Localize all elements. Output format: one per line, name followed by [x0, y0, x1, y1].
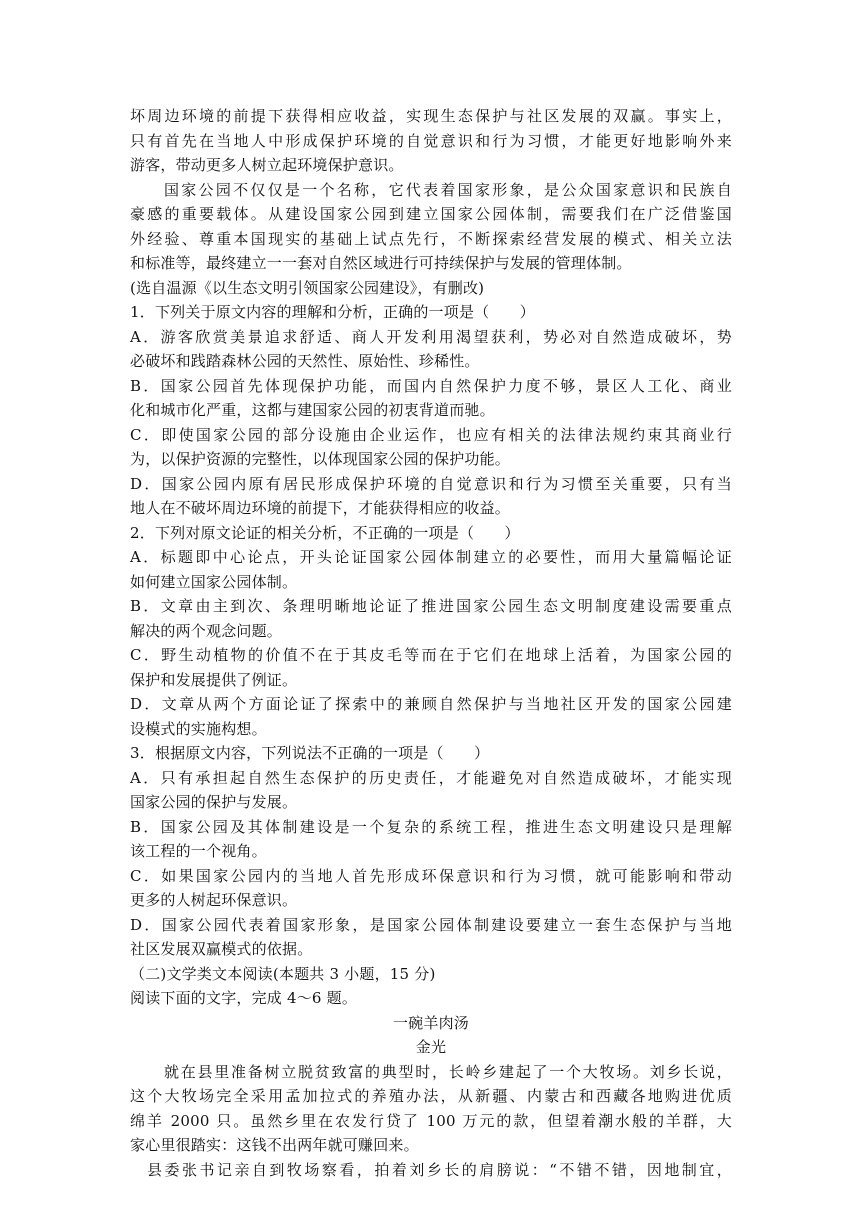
text-line: 一碗羊肉汤 [392, 1013, 469, 1032]
text-line: 设模式的实施构想。 [130, 719, 267, 738]
text-line: 该工程的一个视角。 [130, 842, 267, 860]
text-line: 和标准等，最终建立一一套对自然区域进行可持续保护与发展的管理体制。 [130, 254, 632, 272]
text-line: D．文章从两个方面论证了探索中的兼顾自然保护与当地社区开发的国家公园建 [130, 695, 732, 713]
text-line: 2．下列对原文论证的相关分析，不正确的一项是（ ） [130, 523, 520, 542]
text-line: 外经验、尊重本国现实的基础上试点先行，不断探索经营发展的模式、相关立法 [130, 229, 732, 248]
text-line: 金光 [415, 1038, 447, 1056]
text-line: C．即使国家公园的部分设施由企业运作，也应有相关的法律法规约束其商业行 [130, 425, 732, 444]
text-line: 游客，带动更多人树立起环境保护意识。 [130, 156, 404, 174]
text-line: 化和城市化严重，这都与建国家公园的初衷背道而驰。 [130, 401, 495, 419]
text-line: 国家公园的保护与发展。 [130, 793, 298, 811]
text-line: 3．根据原文内容，下列说法不正确的一项是（ ） [130, 744, 490, 762]
text-line: C．野生动植物的价值不在于其皮毛等而在于它们在地球上活着，为国家公园的 [130, 646, 732, 664]
text-line: D．国家公园代表着国家形象，是国家公园体制建设要建立一套生态保护与当地 [130, 915, 732, 934]
text-line: B．国家公园及其体制建设是一个复杂的系统工程，推进生态文明建设只是理解 [130, 817, 732, 836]
text-line: 为，以保护资源的完整性，以体现国家公园的保护功能。 [130, 450, 511, 468]
text-line: D．国家公园内原有居民形成保护环境的自觉意识和行为习惯至关重要，只有当 [130, 474, 732, 493]
text-line: 解决的两个观念问题。 [130, 621, 283, 640]
text-line: 必破坏和践踏森林公园的天然性、原始性、珍稀性。 [130, 352, 480, 370]
document-body [130, 104, 732, 1182]
text-line: （二)文学类文本阅读(本题共 3 小题，15 分) [130, 964, 436, 983]
text-line: C．如果国家公园内的当地人首先形成环保意识和行为习惯，就可能影响和带动 [130, 866, 732, 885]
text-line: 地人在不破坏周边环境的前提下，才能获得相应的收益。 [130, 499, 511, 517]
text-line: 就在县里准备树立脱贫致富的典型时，长岭乡建起了一个大牧场。刘乡长说， [164, 1062, 732, 1081]
text-line: 阅读下面的文字，完成 4～6 题。 [130, 989, 358, 1007]
text-line: A．游客欣赏美景追求舒适、商人开发利用渴望获利，势必对自然造成破坏，势 [130, 327, 732, 346]
text-line: B．国家公园首先体现保护功能，而国内自然保护力度不够，景区人工化、商业 [130, 376, 732, 395]
text-line: A．只有承担起自然生态保护的历史责任，才能避免对自然造成破坏，才能实现 [130, 768, 732, 787]
text-line: (选自温源《以生态文明引领国家公园建设》，有删改) [130, 278, 485, 297]
text-line: 家心里很踏实：这钱不出两年就可赚回来。 [130, 1136, 419, 1154]
text-line: 国家公园不仅仅是一个名称，它代表着国家形象，是公众国家意识和民族自 [164, 180, 732, 199]
text-line: 绵羊 2000 只。虽然乡里在农发行贷了 100 万元的款，但望着潮水般的羊群，大 [130, 1111, 732, 1130]
text-line: 保护和发展提供了例证。 [130, 670, 298, 689]
text-line: 社区发展双赢模式的依据。 [130, 940, 313, 958]
text-line: 更多的人树起环保意识。 [130, 891, 298, 909]
text-line: 县委张书记亲自到牧场察看，拍着刘乡长的肩膀说：“不错不错，因地制宜， [147, 1160, 732, 1179]
text-line: 只有首先在当地人中形成保护环境的自觉意识和行为习惯，才能更好地影响外来 [130, 131, 732, 150]
text-line: B．文章由主到次、条理明晰地论证了推进国家公园生态文明制度建设需要重点 [130, 597, 732, 615]
text-line: A．标题即中心论点，开头论证国家公园体制建立的必要性，而用大量篇幅论证 [130, 548, 732, 566]
text-line: 1．下列关于原文内容的理解和分析，正确的一项是（ ） [130, 303, 535, 321]
text-line: 坏周边环境的前提下获得相应收益，实现生态保护与社区发展的双赢。事实上， [130, 107, 732, 125]
text-line: 如何建立国家公园体制。 [130, 572, 298, 591]
text-line: 豪感的重要载体。从建设国家公园到建立国家公园体制，需要我们在广泛借鉴国 [130, 205, 732, 223]
text-line: 这个大牧场完全采用孟加拉式的养殖办法，从新疆、内蒙古和西藏各地购进优质 [130, 1087, 732, 1105]
